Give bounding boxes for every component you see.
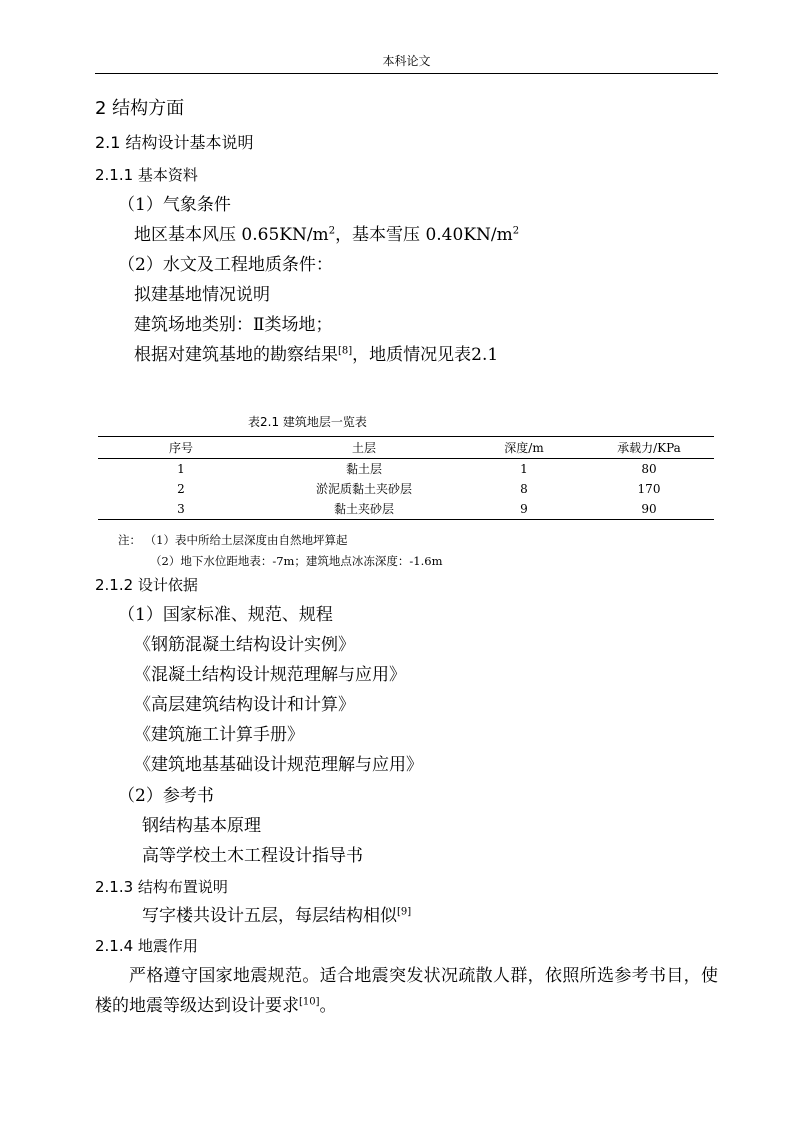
table-header-row: [98, 437, 714, 459]
item-standards: （1）国家标准、规范、规程: [118, 605, 333, 625]
seismic-text-a: 严格遵守国家地震规范。适合地震突发状况疏散人群，依照所选参考书目，使楼的地震等级达到设计要求: [95, 966, 718, 1016]
table-cell: 黏土层: [345, 462, 382, 476]
table-note-1: 注： （1）表中所给土层深度由自然地坪算起: [118, 533, 348, 547]
subsection-heading-2-1-2: 2.1.2 设计依据: [95, 576, 198, 594]
citation-8: [8]: [338, 345, 353, 357]
subsection-heading-2-1-3: 2.1.3 结构布置说明: [95, 878, 228, 896]
table-cell: 9: [464, 499, 584, 520]
subsection-heading-2-1: 2.1 结构设计基本说明: [95, 133, 254, 152]
table-row: [98, 479, 714, 499]
sup-1: 2: [328, 225, 336, 237]
book-title: 《建筑施工计算手册》: [134, 725, 304, 745]
sup-2: 2: [512, 225, 520, 237]
item-weather: （1）气象条件: [118, 195, 231, 215]
survey-text-a: 根据对建筑基地的勘察结果: [134, 345, 338, 365]
table-header: 序号: [98, 437, 264, 459]
item-hydro: （2）水文及工程地质条件：: [118, 255, 333, 275]
soil-table: [98, 436, 714, 520]
subsection-heading-2-1-4: 2.1.4 地震作用: [95, 937, 198, 955]
book-title: 《建筑地基基础设计规范理解与应用》: [134, 755, 423, 775]
site-class: 建筑场地类别：Ⅱ类场地；: [134, 315, 333, 335]
table-header: 承载力/KPa: [584, 437, 714, 459]
page-header: 本科论文: [382, 54, 431, 68]
table-cell: 黏土夹砂层: [264, 499, 464, 520]
layout-text-a: 写字楼共设计五层，每层结构相似: [142, 906, 397, 926]
weather-text-b: ，基本雪压 0.40KN/m: [335, 225, 513, 245]
reference-title: 钢结构基本原理: [142, 816, 261, 836]
table-cell: 2: [177, 482, 185, 496]
table-cell: 8: [520, 482, 528, 496]
book-title: 《钢筋混凝土结构设计实例》: [134, 635, 355, 655]
table-header: 深度/m: [464, 437, 584, 459]
book-title: 《混凝土结构设计规范理解与应用》: [134, 665, 406, 685]
site-description: 拟建基地情况说明: [134, 285, 270, 305]
weather-text-a: 地区基本风压 0.65KN/m: [134, 225, 329, 245]
table-caption: 表2.1 建筑地层一览表: [248, 415, 367, 429]
weather-text: [134, 224, 519, 246]
table-cell: 1: [177, 462, 185, 476]
table-cell: 90: [584, 499, 714, 520]
reference-title: 高等学校土木工程设计指导书: [142, 846, 363, 866]
table-header: 土层: [264, 437, 464, 459]
seismic-text-b: 。: [319, 996, 337, 1016]
subsection-heading-2-1-1: 2.1.1 基本资料: [95, 166, 198, 184]
table-cell: 80: [641, 462, 657, 476]
header-rule: [95, 73, 718, 74]
table-row: [98, 499, 714, 520]
table-cell: 3: [98, 499, 264, 520]
seismic-paragraph: [95, 961, 718, 1021]
book-title: 《高层建筑结构设计和计算》: [134, 695, 355, 715]
table-cell: 1: [520, 462, 528, 476]
citation-10: [10]: [299, 996, 320, 1008]
survey-text-b: ，地质情况见表2.1: [352, 345, 499, 365]
layout-text: [142, 905, 411, 927]
citation-9: [9]: [397, 906, 412, 918]
table-cell: 170: [637, 482, 661, 496]
section-heading: 2 结构方面: [95, 98, 185, 119]
table-cell: 淤泥质黏土夹砂层: [315, 482, 412, 496]
table-row: [98, 459, 714, 480]
survey-result: [134, 344, 498, 366]
table-note-2: （2）地下水位距地表：-7m；建筑地点冰冻深度：-1.6m: [150, 554, 443, 568]
item-references: （2）参考书: [118, 786, 214, 806]
